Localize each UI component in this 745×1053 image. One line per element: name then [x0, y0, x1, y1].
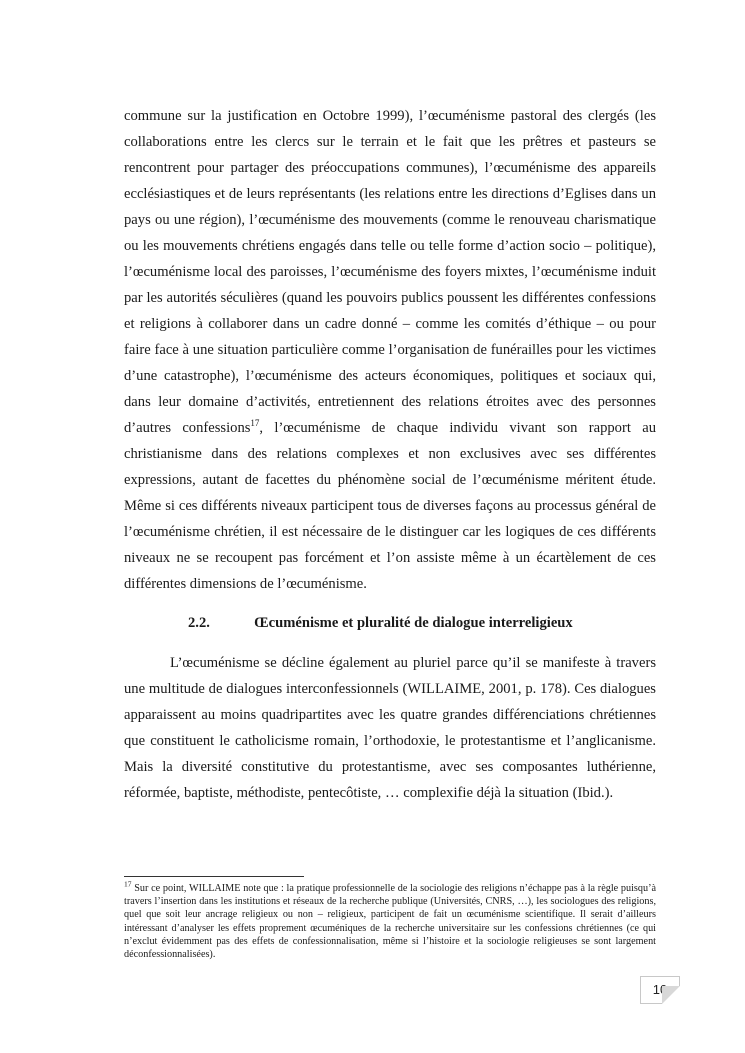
footnote-reference-17[interactable]: 17 [250, 418, 260, 429]
paragraph-ecumenism-levels-text-a: commune sur la justification en Octobre 1999), l’œcuménisme pastoral des clergés (les collaborations entre les clercs sur le terrain et le fait que les prêtres et pasteurs se rencontrent pour partager des préoccupations communes), l’œcuménisme des appareils ecclésiastiques et de leurs représentants (les relations entre les directions d’Eglises dans un pays ou une région), l’œcuménisme des mouvements (comme le renouveau charismatique ou les mouvements chrétiens engagés dans telle ou telle forme d’action socio – politique), l’œcuménisme local des paroisses, l’œcuménisme des foyers mixtes, l’œcuménisme induit par les autorités séculières (quand les pouvoirs publics poussent les différentes confessions et religions à collaborer dans un cadre donné – comme les comités d’éthique – ou pour faire face à une situation particulière comme l’organisation de funérailles pour les victimes d’une catastrophe), l’œcuménisme des acteurs économiques, politiques et sociaux qui, dans leur domaine d’activités, entretiennent des relations étroites avec des personnes d’autres confessions [124, 108, 656, 436]
section-heading [124, 613, 656, 633]
page-curl-icon [662, 986, 680, 1004]
page-number: 10 [652, 982, 668, 997]
footnote-17 [124, 879, 656, 961]
page-number-badge [640, 976, 680, 1004]
section-title: Œcuménisme et pluralité de dialogue interreligieux [254, 615, 573, 631]
document-body [124, 103, 656, 806]
footnote-separator [124, 876, 304, 877]
footnote-marker: 17 [124, 879, 132, 889]
paragraph-ecumenism-levels-text-b: , l’œcuménisme de chaque individu vivant son rapport au christianisme dans des relations complexes et non exclusives avec ses différentes expressions, autant de facettes du phénomène social de l’œcuménisme méritent étude. Même si ces différents niveaux participent tous de diverses façons au processus général de l’œcuménisme chrétien, il est nécessaire de le distinguer car les logiques de ces différents niveaux ne se recoupent pas forcément et l’on assiste même à un écartèlement de ces différentes dimensions de l’œcuménisme. [124, 420, 656, 592]
paragraph-ecumenism-levels [124, 103, 656, 597]
section-number: 2.2. [188, 615, 210, 631]
footnote-text: Sur ce point, WILLAIME note que : la pratique professionnelle de la sociologie des religions n’échappe pas à la règle puisqu’à travers l’insertion dans les institutions et réseaux de la recherche publique (Universités, CNRS, …), les sociologues des religions, quel que soit leur ancrage religieux ou non – religieux, participent de fait un œcuménisme scientifique. Il serait d’ailleurs intéressant d’analyser les effets proprement œcuméniques de la recherche universitaire sur les confessions chrétiennes (ce qui n’exclut évidemment pas des effets de confessionnalisation, même si l’histoire et la sociologie religieuses se sont largement déconfessionnalisées). [124, 883, 656, 961]
paragraph-interconfessional-dialogues: L’œcuménisme se décline également au pluriel parce qu’il se manifeste à travers une multitude de dialogues interconfessionnels (WILLAIME, 2001, p. 178). Ces dialogues apparaissent au moins quadripartites avec les quatre grandes différenciations chrétiennes que constituent le catholicisme romain, l’orthodoxie, le protestantisme et l’anglicanisme. Mais la diversité constitutive du protestantisme, avec ses composantes luthérienne, réformée, baptiste, méthodiste, pentecôtiste, … complexifie déjà la situation (Ibid.). [124, 655, 656, 801]
